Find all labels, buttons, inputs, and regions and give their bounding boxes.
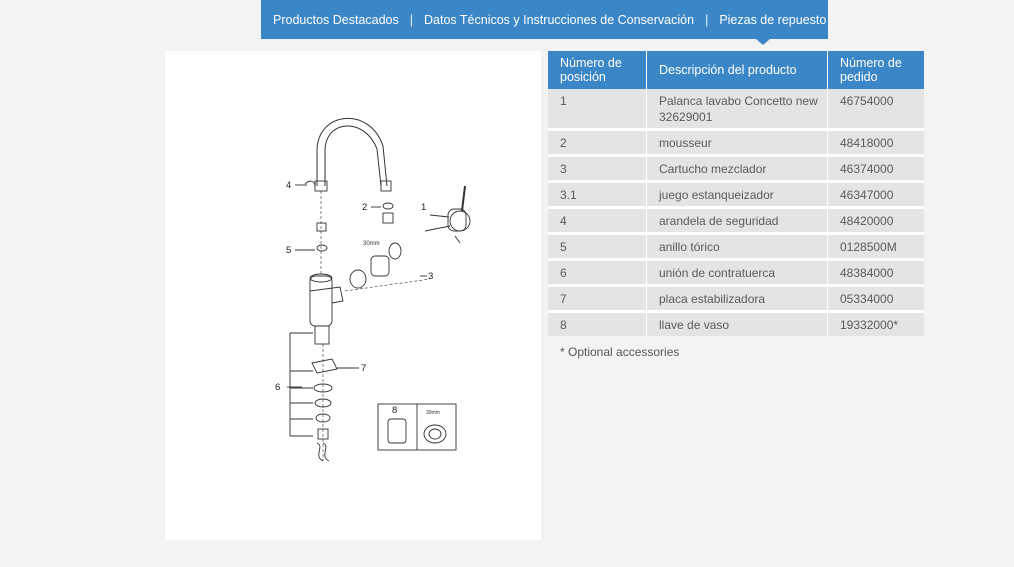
cell-description: juego estanqueizador: [647, 182, 828, 208]
cell-description: mousseur: [647, 130, 828, 156]
callout-2: 2: [362, 202, 368, 213]
cell-description: Palanca lavabo Concetto new 32629001: [647, 89, 828, 130]
size-label: 30mm: [363, 241, 380, 247]
table-row: [548, 260, 924, 286]
active-tab-indicator: [756, 39, 770, 45]
table-row: [548, 89, 924, 130]
table-row: [548, 130, 924, 156]
header-description: Descripción del producto: [647, 51, 828, 89]
cell-description: anillo tórico: [647, 234, 828, 260]
size-label: 30mm: [426, 410, 440, 416]
cell-position: 8: [548, 312, 647, 337]
tab-featured-products[interactable]: Productos Destacados: [273, 12, 399, 27]
table-row: [548, 286, 924, 312]
table-row: [548, 208, 924, 234]
cell-order-number: 0128500M: [828, 234, 925, 260]
cell-order-number: 46347000: [828, 182, 925, 208]
header-position: Número de posición: [548, 51, 647, 89]
callout-5: 5: [286, 245, 292, 256]
table-header-row: [548, 51, 924, 89]
table-row: [548, 156, 924, 182]
cell-order-number: 05334000: [828, 286, 925, 312]
cell-order-number: 48384000: [828, 260, 925, 286]
exploded-view-drawing: [165, 51, 541, 540]
callout-8: 8: [392, 405, 398, 416]
cell-description: placa estabilizadora: [647, 286, 828, 312]
callout-3: 3: [428, 271, 434, 282]
tab-separator: |: [409, 12, 414, 27]
cell-position: 2: [548, 130, 647, 156]
cell-position: 3.1: [548, 182, 647, 208]
cell-order-number: 48418000: [828, 130, 925, 156]
cell-position: 7: [548, 286, 647, 312]
cell-description: Cartucho mezclador: [647, 156, 828, 182]
cell-order-number: 46374000: [828, 156, 925, 182]
spare-parts-table: [548, 51, 924, 336]
cell-position: 6: [548, 260, 647, 286]
cell-order-number: 19332000*: [828, 312, 925, 337]
table-row: [548, 182, 924, 208]
cell-position: 3: [548, 156, 647, 182]
cell-order-number: 48420000: [828, 208, 925, 234]
table-row: [548, 312, 924, 337]
callout-7: 7: [361, 363, 367, 374]
tab-bar: [261, 0, 828, 39]
cell-position: 1: [548, 89, 647, 130]
cell-position: 5: [548, 234, 647, 260]
callout-1: 1: [421, 202, 427, 213]
cell-description: unión de contratuerca: [647, 260, 828, 286]
tab-technical-data[interactable]: Datos Técnicos y Instrucciones de Conservación: [424, 12, 695, 27]
cell-position: 4: [548, 208, 647, 234]
header-order-number: Número de pedido: [828, 51, 925, 89]
tab-separator: |: [705, 12, 709, 27]
faucet-diagram: [165, 51, 541, 540]
callout-4: 4: [286, 180, 292, 191]
cell-order-number: 46754000: [828, 89, 925, 130]
table-row: [548, 234, 924, 260]
cell-description: arandela de seguridad: [647, 208, 828, 234]
callout-6: 6: [275, 382, 281, 393]
cell-description: llave de vaso: [647, 312, 828, 337]
optional-accessories-note: * Optional accessories: [560, 345, 680, 359]
tab-spare-parts[interactable]: Piezas de repuesto: [719, 12, 827, 27]
